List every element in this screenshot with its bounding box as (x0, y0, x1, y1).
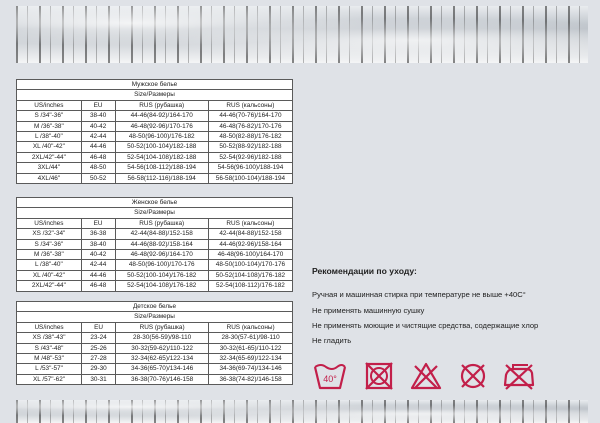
wash-temp-label: 40° (323, 374, 337, 384)
table-cell: XL /57"-62" (17, 374, 82, 384)
column-header: EU (81, 218, 115, 228)
table-subtitle: Size/Размеры (17, 90, 293, 100)
no-dry-clean-icon (458, 361, 488, 391)
table-row (17, 364, 293, 374)
table-cell: 23-24 (82, 333, 116, 343)
table-cell: 28-30(57-61)/98-110 (209, 333, 293, 343)
table-cell: 54-56(108-112)/188-194 (115, 163, 208, 173)
table-subtitle: Size/Размеры (17, 208, 293, 218)
care-line-no-iron: Не гладить (312, 336, 352, 345)
table-header-row (17, 322, 293, 332)
table-cell: 42-44(84-88)/152-158 (208, 229, 292, 239)
table-cell: 50-52(100-104)/176-182 (115, 270, 208, 280)
table-row (17, 142, 293, 152)
table-cell: 44-46(70-76)/164-170 (208, 111, 292, 121)
table-cell: 4XL/46" (17, 173, 82, 183)
table-cell: 38-40 (81, 111, 115, 121)
kids-size-table (16, 301, 293, 385)
care-line-no-chlorine: Не применять моющие и чистящие средства, содержащие хлор (312, 321, 539, 330)
table-cell: 32-34(65-69)/122-134 (209, 354, 293, 364)
table-cell: L /38"-40" (17, 260, 82, 270)
table-cell: 56-58(112-116)/188-194 (115, 173, 208, 183)
table-row (17, 374, 293, 384)
table-cell: 50-52(100-104)/182-188 (115, 142, 208, 152)
table-row (17, 239, 293, 249)
table-cell: 46-48(96-100)/164-170 (208, 250, 292, 260)
table-row (17, 333, 293, 343)
table-cell: L /38"-40" (17, 132, 82, 142)
table-cell: 36-38(70-76)/146-158 (116, 374, 209, 384)
table-cell: 52-54(104-108)/176-182 (115, 281, 208, 291)
table-cell: 42-44(84-88)/152-158 (115, 229, 208, 239)
table-cell: 52-54(92-96)/182-188 (208, 152, 292, 162)
table-row (17, 229, 293, 239)
table-cell: 30-31 (82, 374, 116, 384)
table-cell: 36-38(74-82)/146-158 (209, 374, 293, 384)
table-cell: 46-48(92-96)/170-176 (115, 121, 208, 131)
wash-40-icon (312, 361, 348, 391)
column-header: RUS (кальсоны) (208, 218, 292, 228)
column-header: RUS (рубашка) (115, 218, 208, 228)
table-cell: 29-30 (82, 364, 116, 374)
table-row (17, 270, 293, 280)
column-header: RUS (рубашка) (115, 100, 208, 110)
mens-size-table (16, 79, 293, 184)
table-row (17, 163, 293, 173)
table-cell: 56-58(100-104)/188-194 (208, 173, 292, 183)
table-title: Детское белье (17, 302, 293, 312)
table-cell: 50-52(104-108)/176-182 (208, 270, 292, 280)
table-cell: 48-50(100-104)/170-176 (208, 260, 292, 270)
table-row (17, 281, 293, 291)
table-cell: 42-44 (81, 132, 115, 142)
table-header-row (17, 100, 293, 110)
table-cell: 44-46 (81, 270, 115, 280)
table-cell: 44-46(88-92)/158-164 (115, 239, 208, 249)
table-cell: 40-42 (81, 121, 115, 131)
table-cell: 3XL/44" (17, 163, 82, 173)
table-cell: XL /40"-42" (17, 142, 82, 152)
table-cell: 30-32(59-62)/110-122 (116, 343, 209, 353)
table-cell: XL /40"-42" (17, 270, 82, 280)
table-cell: XS /32"-34" (17, 229, 82, 239)
no-iron-icon (502, 361, 536, 391)
table-cell: 34-36(65-70)/134-146 (116, 364, 209, 374)
table-cell: 50-52 (81, 173, 115, 183)
womens-size-table (16, 197, 293, 292)
table-cell: 25-26 (82, 343, 116, 353)
table-row (17, 250, 293, 260)
column-header: US/inches (17, 322, 82, 332)
table-row (17, 260, 293, 270)
column-header: EU (82, 322, 116, 332)
table-cell: 34-36(69-74)/134-146 (209, 364, 293, 374)
table-cell: 48-50(96-100)/176-182 (115, 132, 208, 142)
table-cell: M /36"-38" (17, 250, 82, 260)
table-cell: 27-28 (82, 354, 116, 364)
table-cell: 30-32(61-65)/110-122 (209, 343, 293, 353)
table-row (17, 111, 293, 121)
no-bleach-icon (410, 361, 442, 391)
column-header: US/inches (17, 218, 82, 228)
table-cell: L /53"-57" (17, 364, 82, 374)
care-title: Рекомендации по уходу: (312, 266, 417, 276)
table-subtitle: Size/Размеры (17, 312, 293, 322)
table-cell: S /34"-36" (17, 111, 82, 121)
table-cell: XS /38"-43" (17, 333, 82, 343)
table-cell: 52-54(104-108)/182-188 (115, 152, 208, 162)
table-cell: 44-46(92-96)/158-164 (208, 239, 292, 249)
table-cell: 48-50(82-88)/176-182 (208, 132, 292, 142)
table-row (17, 121, 293, 131)
table-cell: 32-34(62-65)/122-134 (116, 354, 209, 364)
winter-forest-banner-top (16, 6, 588, 63)
table-cell: S /43"-48" (17, 343, 82, 353)
table-row (17, 343, 293, 353)
table-title: Мужское белье (17, 80, 293, 90)
table-cell: 44-46(84-92)/164-170 (115, 111, 208, 121)
column-header: RUS (кальсоны) (208, 100, 292, 110)
table-cell: 46-48(92-96)/164-170 (115, 250, 208, 260)
table-cell: 50-52(88-92)/182-188 (208, 142, 292, 152)
table-cell: 38-40 (81, 239, 115, 249)
column-header: RUS (кальсоны) (209, 322, 293, 332)
table-cell: 46-48 (81, 281, 115, 291)
table-cell: 28-30(56-59)/98-110 (116, 333, 209, 343)
table-cell: 42-44 (81, 260, 115, 270)
table-cell: 46-48 (81, 152, 115, 162)
table-cell: 2XL/42"-44" (17, 152, 82, 162)
table-cell: 48-50 (81, 163, 115, 173)
table-row (17, 354, 293, 364)
table-cell: 2XL/42"-44" (17, 281, 82, 291)
table-row (17, 132, 293, 142)
winter-forest-banner-bottom (16, 400, 588, 423)
table-title: Женское белье (17, 198, 293, 208)
table-cell: 46-48(76-82)/170-176 (208, 121, 292, 131)
table-cell: 52-54(108-112)/176-182 (208, 281, 292, 291)
table-header-row (17, 218, 293, 228)
table-row (17, 152, 293, 162)
care-line-no-tumble-dry: Не применять машинную сушку (312, 306, 425, 315)
care-line-wash: Ручная и машинная стирка при температуре не выше +40С° (312, 290, 526, 299)
table-row (17, 173, 293, 183)
table-cell: 44-46 (81, 142, 115, 152)
table-cell: M /48"-53" (17, 354, 82, 364)
table-cell: S /34"-36" (17, 239, 82, 249)
table-cell: 36-38 (81, 229, 115, 239)
table-cell: 40-42 (81, 250, 115, 260)
no-tumble-dry-icon (364, 361, 394, 391)
table-cell: 48-50(96-100)/170-176 (115, 260, 208, 270)
table-cell: 54-56(96-100)/188-194 (208, 163, 292, 173)
table-cell: M /36"-38" (17, 121, 82, 131)
column-header: US/inches (17, 100, 82, 110)
column-header: RUS (рубашка) (116, 322, 209, 332)
column-header: EU (81, 100, 115, 110)
